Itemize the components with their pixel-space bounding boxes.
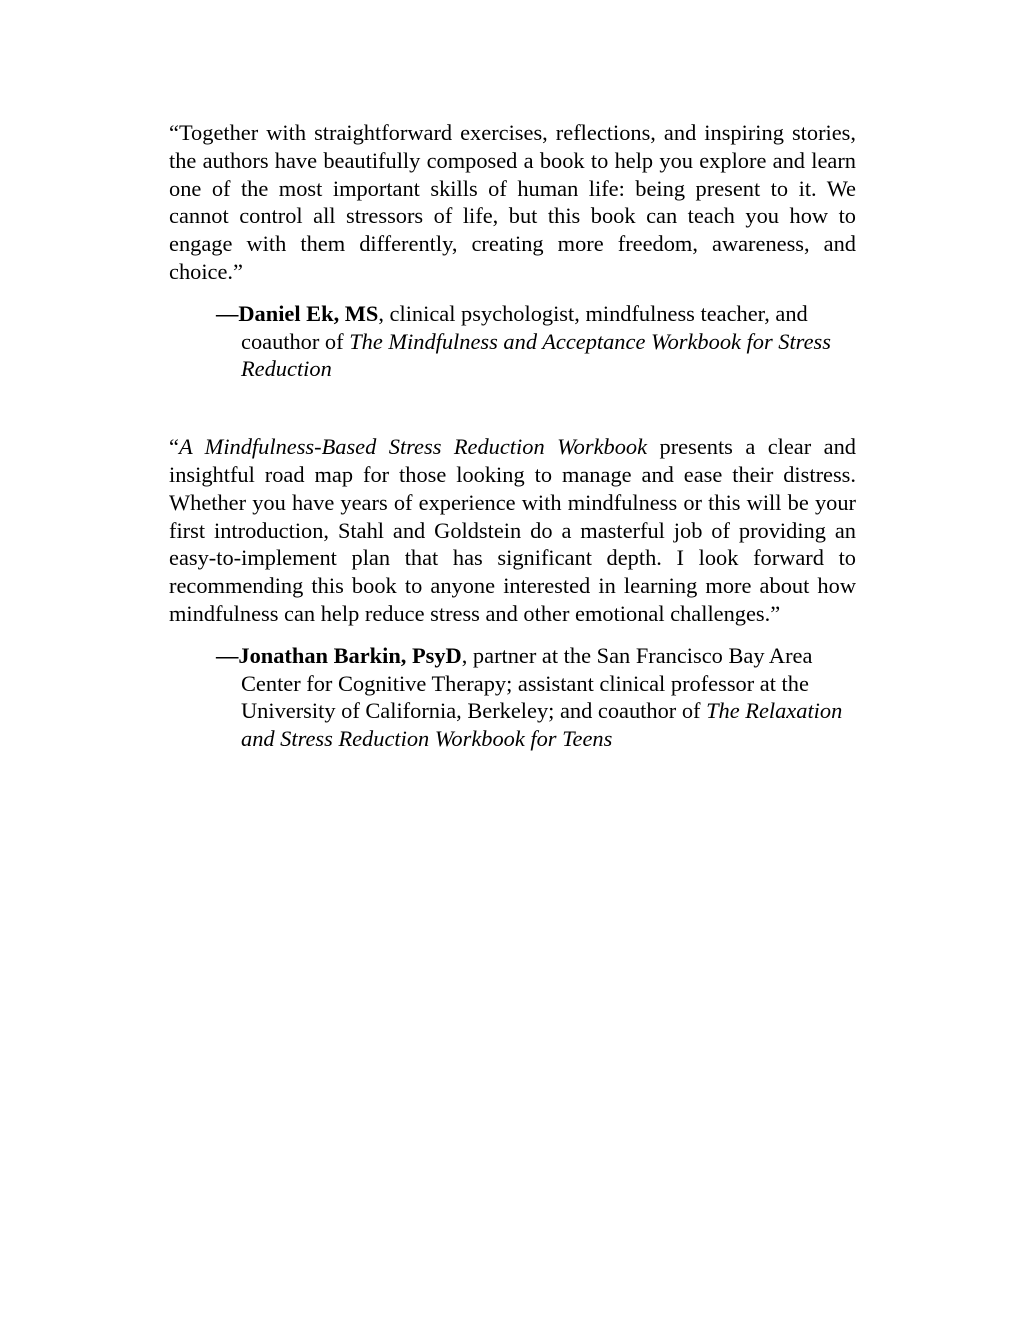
testimonial-quote <box>169 433 856 628</box>
endorser-credentials: , clinical psychologist, mindfulness teacher, and coauthor of <box>241 300 808 354</box>
testimonial-attribution <box>169 300 856 383</box>
endorser-name: Daniel Ek, MS <box>238 300 379 326</box>
testimonial-quote <box>169 119 856 286</box>
quote-text: “Together with straightforward exercises, reflections, and inspiring stories, the authors have beautifully composed a book to help you explore and learn one of the most important skills of human life: being present to it. We cannot control all stressors of life, but this book can teach you how to engage with them differently, creating more freedom, awareness, and choice.” <box>169 120 856 284</box>
testimonial-block <box>169 119 856 383</box>
quote-open-mark: “ <box>169 434 179 460</box>
testimonial-page <box>169 119 856 753</box>
endorser-name: Jonathan Barkin, PsyD <box>238 642 462 668</box>
endorser-book-title: The Relaxation and Stress Reduction Workbook for Teens <box>241 698 843 752</box>
testimonial-attribution <box>169 642 856 753</box>
quote-book-title: A Mindfulness-Based Stress Reduction Workbook <box>178 434 648 460</box>
endorser-book-title: The Mindfulness and Acceptance Workbook for Stress Reduction <box>241 328 831 382</box>
testimonial-block <box>169 433 856 753</box>
em-dash: — <box>216 642 239 668</box>
endorser-credentials: , partner at the San Francisco Bay Area Center for Cognitive Therapy; assistant clinical professor at the University of California, Berkeley; and coauthor of <box>241 642 813 724</box>
quote-text: presents a clear and insightful road map for those looking to manage and ease their distress. Whether you have years of experience with mindfulness or this will be your first introduction, Stahl and Goldstein do a masterful job of providing an easy-to-implement plan that has significant depth. I look forward to recommending this book to anyone interested in learning more about how mindfulness can help reduce stress and other emotional challenges.” <box>169 434 856 626</box>
em-dash: — <box>216 300 239 326</box>
